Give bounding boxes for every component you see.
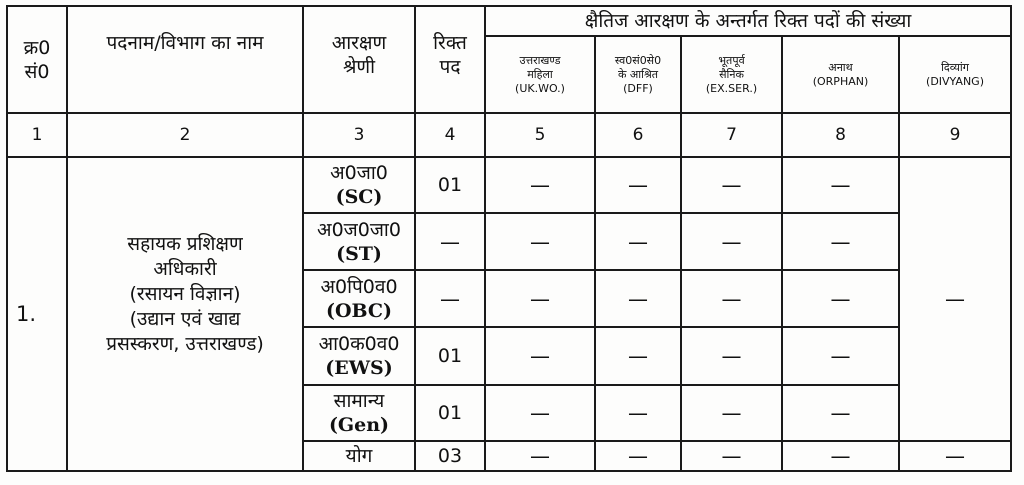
- category-st: अ0ज0जा0 (ST): [303, 213, 415, 270]
- vacancy-value: 01: [415, 157, 485, 213]
- dff-value: —: [595, 270, 681, 327]
- exser-value: —: [681, 385, 782, 441]
- serial-number: 1.: [7, 157, 67, 471]
- dff-value: —: [595, 157, 681, 213]
- exser-value: —: [681, 157, 782, 213]
- post-name-header: पदनाम/विभाग का नाम: [67, 6, 303, 113]
- exser-value: —: [681, 213, 782, 270]
- col-number: 1: [7, 113, 67, 157]
- ukwo-value: —: [485, 213, 595, 270]
- total-ukwo: —: [485, 441, 595, 471]
- col-number: 7: [681, 113, 782, 157]
- total-orphan: —: [782, 441, 899, 471]
- ukwo-header: उत्तराखण्ड महिला (UK.WO.): [485, 36, 595, 113]
- category-ews: आ0क0व0 (EWS): [303, 327, 415, 385]
- vacancy-header: रिक्त पद: [415, 6, 485, 113]
- dff-value: —: [595, 327, 681, 385]
- table-row: [7, 157, 1011, 213]
- category-sc: अ0जा0 (SC): [303, 157, 415, 213]
- col-number: 8: [782, 113, 899, 157]
- col-number: 5: [485, 113, 595, 157]
- vacancy-value: —: [415, 213, 485, 270]
- orphan-value: —: [782, 270, 899, 327]
- total-exser: —: [681, 441, 782, 471]
- total-label: योग: [303, 441, 415, 471]
- exser-value: —: [681, 270, 782, 327]
- col-number: 4: [415, 113, 485, 157]
- category-obc: अ0पि0व0 (OBC): [303, 270, 415, 327]
- exser-value: —: [681, 327, 782, 385]
- col-number: 9: [899, 113, 1011, 157]
- header-row: [7, 6, 1011, 36]
- exser-header: भूतपूर्व सैनिक (EX.SER.): [681, 36, 782, 113]
- post-name: सहायक प्रशिक्षण अधिकारी (रसायन विज्ञान) (उद्यान एवं खाद्य प्रसस्करण, उत्तराखण्ड): [67, 157, 303, 471]
- serial-header: क्र0 सं0: [7, 6, 67, 113]
- orphan-value: —: [782, 327, 899, 385]
- divyang-value: —: [899, 157, 1011, 441]
- orphan-header: अनाथ (ORPHAN): [782, 36, 899, 113]
- horizontal-reservation-header: क्षैतिज आरक्षण के अन्तर्गत रिक्त पदों की संख्या: [485, 6, 1011, 36]
- col-number: 3: [303, 113, 415, 157]
- orphan-value: —: [782, 157, 899, 213]
- column-number-row: [7, 113, 1011, 157]
- category-header: आरक्षण श्रेणी: [303, 6, 415, 113]
- divyang-header: दिव्यांग (DIVYANG): [899, 36, 1011, 113]
- ukwo-value: —: [485, 327, 595, 385]
- vacancy-table: [6, 5, 1012, 472]
- total-dff: —: [595, 441, 681, 471]
- col-number: 2: [67, 113, 303, 157]
- total-vacancy: 03: [415, 441, 485, 471]
- dff-value: —: [595, 385, 681, 441]
- category-gen: सामान्य (Gen): [303, 385, 415, 441]
- orphan-value: —: [782, 385, 899, 441]
- vacancy-value: 01: [415, 327, 485, 385]
- dff-value: —: [595, 213, 681, 270]
- vacancy-value: —: [415, 270, 485, 327]
- orphan-value: —: [782, 213, 899, 270]
- total-divyang: —: [899, 441, 1011, 471]
- ukwo-value: —: [485, 385, 595, 441]
- dff-header: स्व0सं0से0 के आश्रित (DFF): [595, 36, 681, 113]
- ukwo-value: —: [485, 157, 595, 213]
- col-number: 6: [595, 113, 681, 157]
- ukwo-value: —: [485, 270, 595, 327]
- vacancy-value: 01: [415, 385, 485, 441]
